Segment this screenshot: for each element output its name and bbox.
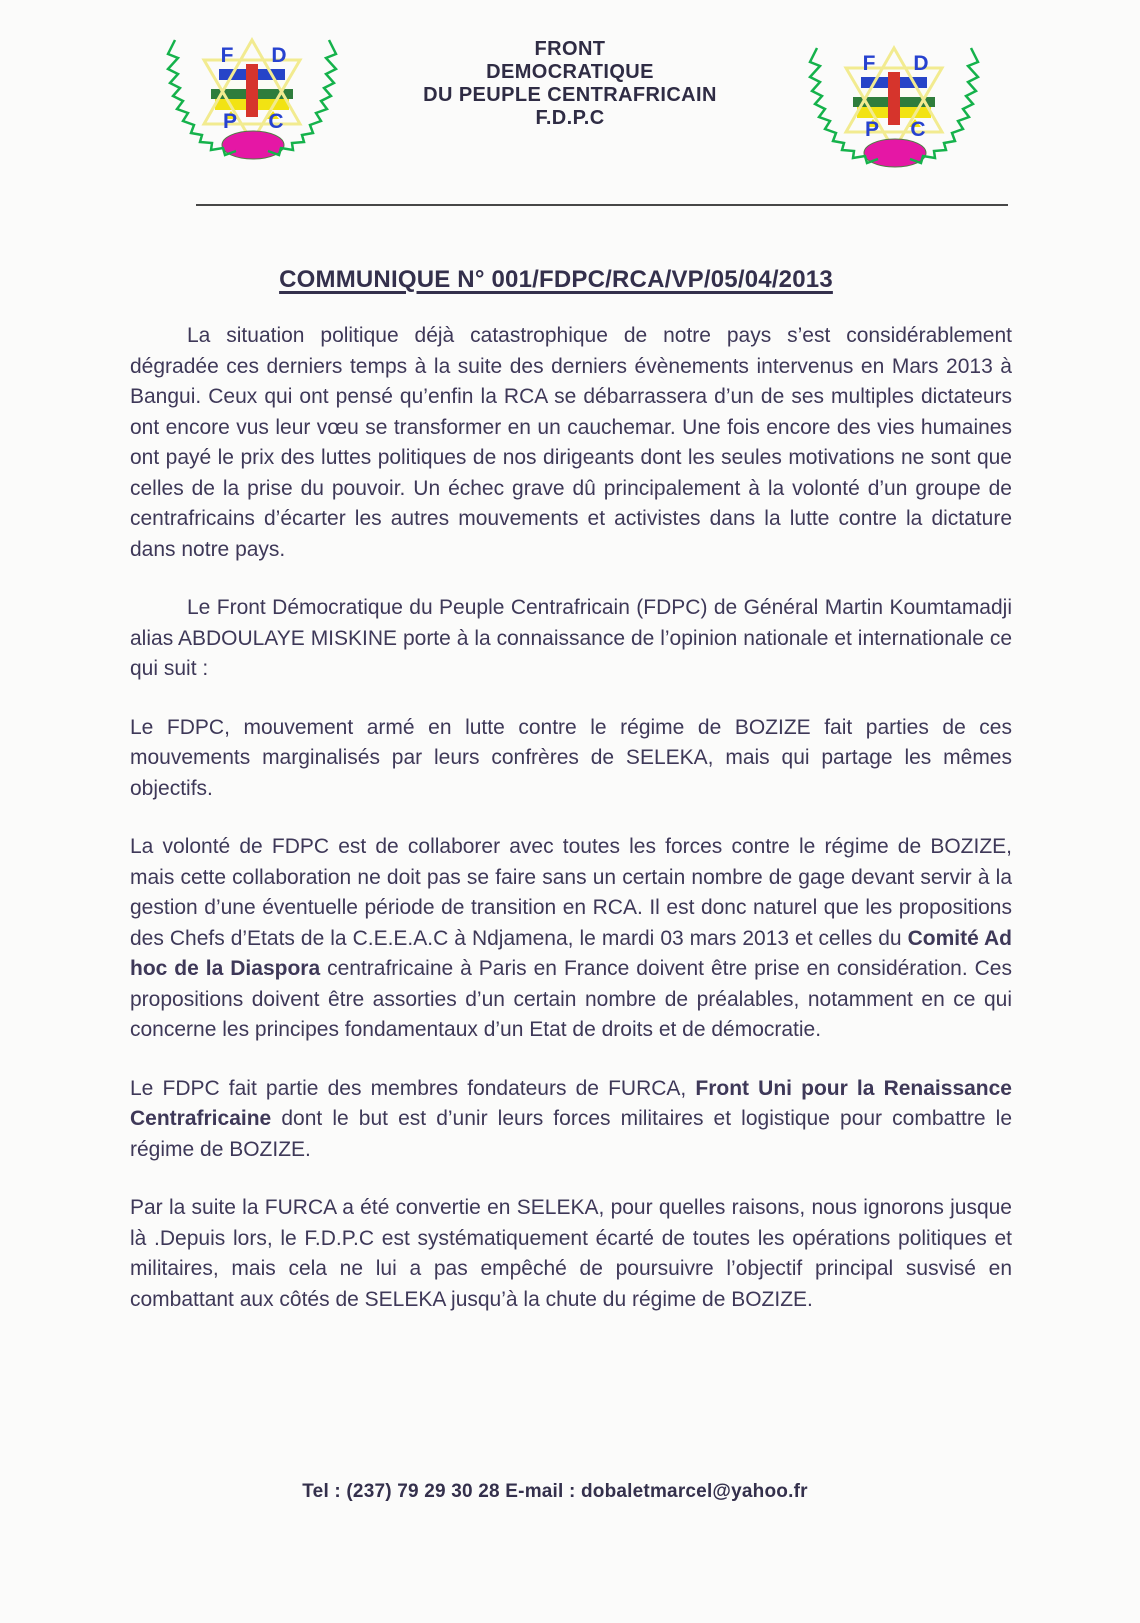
contact-footer — [0, 1481, 1110, 1503]
logo-letter-f: F — [862, 52, 876, 75]
logo-letter-p: P — [222, 110, 238, 133]
paragraph-1 — [130, 321, 1012, 565]
magenta-ellipse-icon — [864, 139, 926, 167]
magenta-ellipse-icon — [222, 131, 284, 159]
paragraph-6-text: Par la suite la FURCA a été convertie en SELEKA, pour quelles raisons, nous ignorons jusque là .Depuis lors, le F.D.P.C est systématiquement écarté de toutes les opérations politiques et militaires, mais cela ne lui a pas empêché de poursuivre l’objectif principal susvisé en combattant aux côtés de SELEKA jusqu’à la chute du régime de BOZIZE. — [130, 1196, 1012, 1311]
paragraph-5 — [130, 1074, 1012, 1166]
paragraph-6 — [130, 1193, 1012, 1315]
paragraph-4 — [130, 832, 1012, 1046]
paragraph-5-text: Le FDPC fait partie des membres fondateurs de FURCA, — [130, 1076, 696, 1100]
paragraph-4-text: La volonté de FDPC est de collaborer avec toutes les forces contre le régime de BOZIZE, mais cette collaboration ne doit pas se faire sans un certain nombre de gage devant servir à la gestion d’une éventuelle période de transition en RCA. Il est donc naturel que les propositions des Chefs d’Etats de la C.E.E.A.C à Ndjamena, le mardi 03 mars 2013 et celles du — [130, 835, 1012, 950]
org-line-democratique: DEMOCRATIQUE — [486, 61, 654, 83]
logo-letter-c: C — [910, 118, 926, 141]
org-line-front: FRONT — [534, 38, 606, 60]
paragraph-3 — [130, 713, 1012, 805]
paragraph-3-text: Le FDPC, mouvement armé en lutte contre le régime de BOZIZE fait parties de ces mouvements marginalisés par leurs confrères de SELEKA, mais qui partage les mêmes objectifs. — [130, 715, 1012, 800]
contact-line: Tel : (237) 79 29 30 28 E-mail : dobaletmarcel@yahoo.fr — [302, 1481, 808, 1502]
logo-letter-p: P — [864, 118, 880, 141]
paragraph-2 — [130, 593, 1012, 685]
paragraph-2-text: Le Front Démocratique du Peuple Centrafricain (FDPC) de Général Martin Koumtamadji alias ABDOULAYE MISKINE porte à la connaissance de l’opinion nationale et internationale ce qui suit : — [130, 596, 1012, 680]
header-divider — [196, 204, 1008, 206]
paragraph-5-bold-text: Front Uni pour la Renaissance Centrafricaine — [130, 1076, 1012, 1130]
org-line-fdpc: F.D.P.C — [535, 107, 605, 129]
communique-title: COMMUNIQUE N° 001/FDPC/RCA/VP/05/04/2013 — [279, 266, 833, 293]
fdpc-emblem-right-icon — [788, 32, 1010, 192]
logo-letter-d: D — [913, 52, 929, 75]
logo-letter-d: D — [271, 44, 287, 67]
paragraph-5-text-cont: dont le but est d’unir leurs forces militaires et logistique pour combattre le régime de BOZIZE. — [130, 1107, 1012, 1161]
communique-body — [130, 321, 1012, 1343]
org-line-du-peuple: DU PEUPLE CENTRAFRICAIN — [423, 84, 717, 106]
paragraph-4-text-cont: centrafricaine à Paris en France doivent être prise en considération. Ces propositions doivent être assorties d’un certain nombre de préalables, notamment en ce qui concerne les principes fondamentaux d’un Etat de droits et de démocratie. — [130, 957, 1012, 1041]
logo-letter-c: C — [268, 110, 284, 133]
paragraph-4-bold-text: Comité Ad hoc de la Diaspora — [130, 926, 1012, 980]
logo-letter-f: F — [220, 44, 234, 67]
flag-red-stripe — [888, 72, 900, 125]
paragraph-1-text: La situation politique déjà catastrophique de notre pays s’est considérablement dégradée ces derniers temps à la suite des derniers évènements intervenus en Mars 2013 à Bangui. Ceux qui ont pensé qu’enfin la RCA se débarrassera d’un de ses multiples dictateurs ont encore vus leur vœu se transformer en un cauchemar. Une fois encore des vies humaines ont payé le prix des luttes politiques de nos dirigeants dont les seules motivations ne sont que celles de la prise du pouvoir. Un échec grave dû principalement à la volonté d’un groupe de centrafricains d’écarter les autres mouvements et activistes dans la lutte contre la dictature dans notre pays. — [130, 324, 1012, 561]
